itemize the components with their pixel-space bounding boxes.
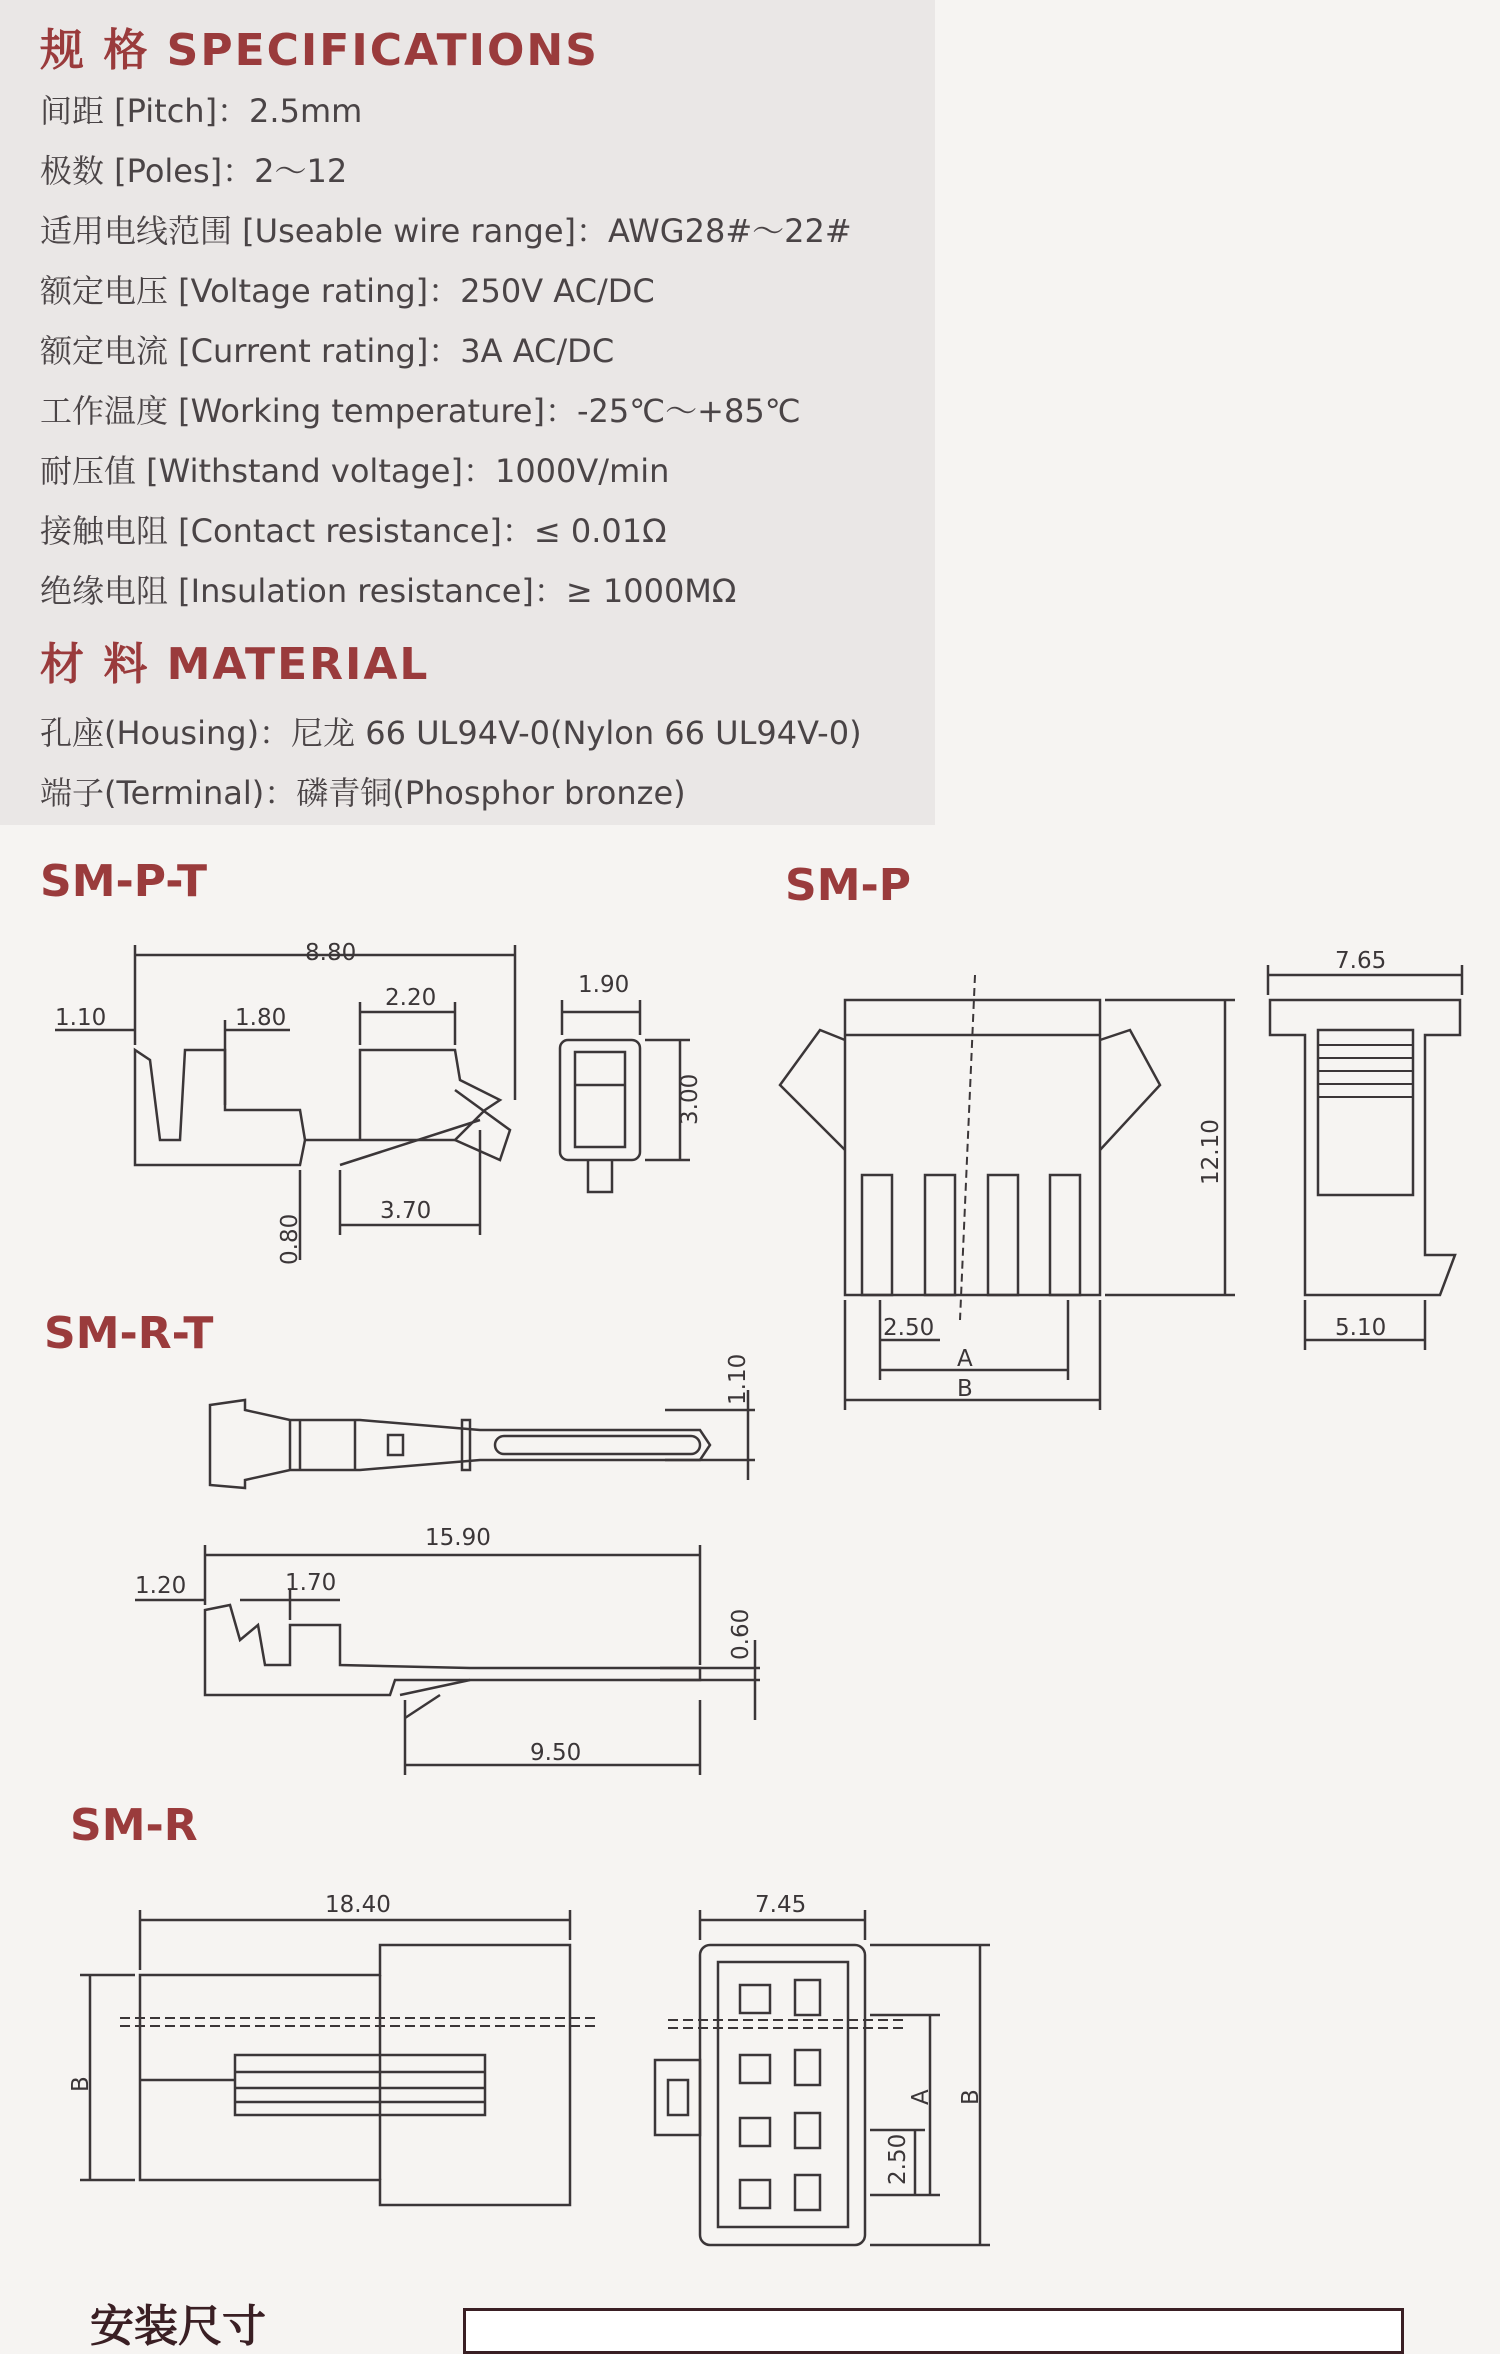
smpt-dim-0-80: 0.80 bbox=[277, 1213, 303, 1265]
smpt-dim-3-70: 3.70 bbox=[380, 1198, 432, 1224]
smpt-drawing bbox=[55, 940, 703, 1265]
smr-dim-b-left: B bbox=[68, 2076, 94, 2092]
smp-dim-2-50: 2.50 bbox=[883, 1315, 935, 1341]
spec-insulation-resistance: 绝缘电阻 [Insulation resistance]：≥ 1000MΩ bbox=[40, 572, 737, 610]
spec-wire-range: 适用电线范围 [Useable wire range]：AWG28#～22# bbox=[40, 212, 852, 250]
smpt-dim-8-80: 8.80 bbox=[305, 940, 357, 966]
smrt-dim-0-60: 0.60 bbox=[728, 1608, 754, 1660]
spec-withstand-voltage: 耐压值 [Withstand voltage]：1000V/min bbox=[40, 452, 670, 490]
smr-drawing bbox=[68, 1892, 990, 2245]
smrt-title: SM-R-T bbox=[44, 1308, 214, 1359]
smp-dim-b: B bbox=[957, 1376, 973, 1402]
smpt-dim-3-00: 3.00 bbox=[677, 1073, 703, 1125]
smp-dim-12-10: 12.10 bbox=[1198, 1119, 1224, 1185]
smp-pins bbox=[862, 1175, 1080, 1295]
spec-current-rating: 额定电流 [Current rating]：3A AC/DC bbox=[40, 332, 615, 370]
spec-working-temperature: 工作温度 [Working temperature]：-25℃～+85℃ bbox=[40, 392, 801, 430]
smr-dim-a: A bbox=[908, 2089, 934, 2105]
smr-side-view bbox=[140, 1945, 570, 2205]
smrt-dim-9-50: 9.50 bbox=[530, 1740, 582, 1766]
smr-cavities bbox=[740, 1980, 820, 2210]
smrt-dim-1-70: 1.70 bbox=[285, 1570, 337, 1596]
smrt-dim-1-20: 1.20 bbox=[135, 1573, 187, 1599]
smrt-terminal-side bbox=[205, 1605, 700, 1695]
smp-dim-a: A bbox=[957, 1346, 973, 1372]
installation-dimensions-table bbox=[463, 2308, 1404, 2354]
specifications-heading: 规 格 SPECIFICATIONS bbox=[40, 25, 599, 76]
smpt-dim-1-10: 1.10 bbox=[55, 1005, 107, 1031]
smp-title: SM-P bbox=[785, 860, 911, 911]
smpt-end-view bbox=[560, 1040, 640, 1160]
smrt-terminal-top bbox=[210, 1400, 710, 1488]
spec-voltage-rating: 额定电压 [Voltage rating]：250V AC/DC bbox=[40, 272, 655, 310]
smr-title: SM-R bbox=[70, 1800, 198, 1851]
smpt-title: SM-P-T bbox=[40, 856, 208, 907]
smp-drawing bbox=[780, 948, 1462, 1410]
spec-pitch: 间距 [Pitch]：2.5mm bbox=[40, 92, 363, 130]
smpt-dim-1-80: 1.80 bbox=[235, 1005, 287, 1031]
smrt-dim-15-90: 15.90 bbox=[425, 1525, 491, 1551]
smr-dim-b-right: B bbox=[958, 2089, 984, 2105]
technical-drawings bbox=[0, 830, 1500, 2270]
smpt-dim-1-90: 1.90 bbox=[578, 972, 630, 998]
material-heading: 材 料 MATERIAL bbox=[40, 639, 430, 690]
smr-dim-2-50: 2.50 bbox=[885, 2133, 911, 2185]
spec-contact-resistance: 接触电阻 [Contact resistance]：≤ 0.01Ω bbox=[40, 512, 667, 550]
smr-dim-18-40: 18.40 bbox=[325, 1892, 391, 1918]
material-terminal: 端子(Terminal)：磷青铜(Phosphor bronze) bbox=[40, 774, 686, 812]
smp-dim-5-10: 5.10 bbox=[1335, 1315, 1387, 1341]
spec-poles: 极数 [Poles]：2～12 bbox=[40, 152, 348, 190]
smrt-dim-1-10: 1.10 bbox=[725, 1353, 751, 1405]
smrt-drawing bbox=[135, 1354, 760, 1775]
smp-dim-7-65: 7.65 bbox=[1335, 948, 1387, 974]
smpt-dim-2-20: 2.20 bbox=[385, 985, 437, 1011]
smpt-terminal-profile bbox=[135, 1050, 500, 1165]
smr-front-view bbox=[700, 1945, 865, 2245]
smr-dim-7-45: 7.45 bbox=[755, 1892, 807, 1918]
material-housing: 孔座(Housing)：尼龙 66 UL94V-0(Nylon 66 UL94V-0) bbox=[40, 714, 862, 752]
installation-dimensions-title: 安装尺寸 bbox=[90, 2301, 266, 2352]
